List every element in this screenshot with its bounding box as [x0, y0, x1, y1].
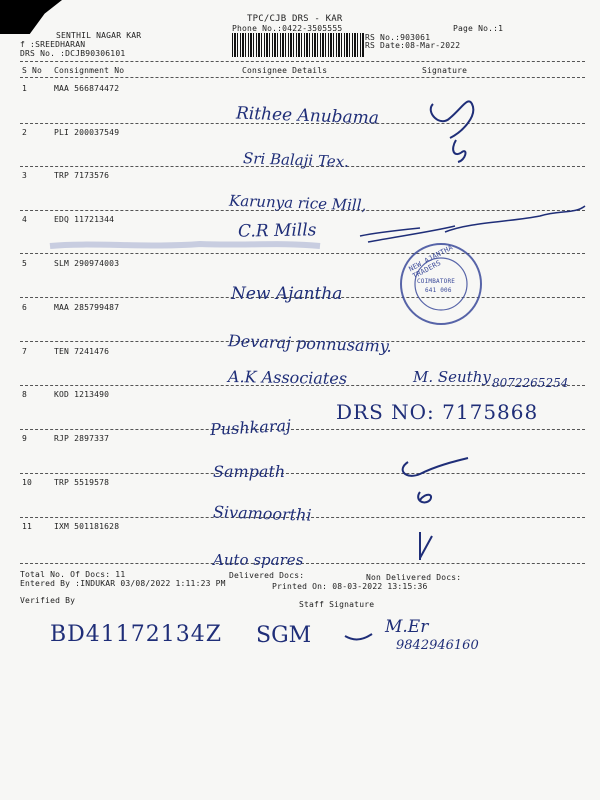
row-8-sno: 8 — [22, 390, 28, 399]
staff-name: SREEDHARAN — [35, 40, 86, 49]
row-2-consignment: PLI 200037549 — [54, 128, 120, 137]
bottom-signature-text: M.Er — [385, 617, 429, 637]
total-docs: Total No. Of Docs: 11 — [20, 570, 126, 579]
doc-title: TPC/CJB DRS - KAR — [247, 14, 343, 24]
row-9-sno: 9 — [22, 434, 28, 443]
drs-label-partial: DRS No. : — [20, 49, 66, 58]
bottom-phone: 9842946160 — [396, 638, 479, 653]
verified-by: Verified By — [20, 596, 76, 605]
entered-by: Entered By :INDUKAR 03/08/2022 1:11:23 PM — [20, 579, 226, 588]
staff-label-partial: f : — [20, 40, 36, 49]
col-sno: S No — [22, 66, 43, 75]
row-7-signature-text: M. Seuthy — [413, 368, 491, 386]
row-7-sno: 7 — [22, 347, 28, 356]
printed-on: Printed On: 08-03-2022 13:15:36 — [272, 582, 428, 591]
row-1-consignment: MAA 566874472 — [54, 84, 120, 93]
drs-number: DCJB90306101 — [65, 49, 126, 58]
drs-number-handwritten: DRS NO: 7175868 — [336, 400, 539, 424]
staff-signature-label: Staff Signature — [299, 600, 375, 609]
row-5-sno: 5 — [22, 259, 28, 268]
row-6-sno: 6 — [22, 303, 28, 312]
row-2-sno: 2 — [22, 128, 28, 137]
stamp-city: COIMBATORE — [417, 278, 456, 285]
row-3-sno: 3 — [22, 171, 28, 180]
delivered-docs: Delivered Docs: — [229, 571, 305, 580]
consignee-11: Auto spares — [213, 551, 304, 569]
consignee-2: Sri Balaji Tex. — [242, 149, 350, 171]
rs-number: RS No.:903061 — [365, 33, 431, 42]
row-11-consignment: IXM 501181628 — [54, 522, 120, 531]
consignee-6: Devaraj ponnusamy. — [227, 331, 393, 356]
company-stamp — [401, 244, 481, 324]
consignee-3: Karunya rice Mill, — [228, 191, 367, 215]
row-8-consignment: KOD 1213490 — [54, 390, 110, 399]
row-7-phone: 8072265254 — [492, 376, 569, 390]
row-4-consignment: EDQ 11721344 — [54, 215, 115, 224]
row-11-sno: 11 — [22, 522, 33, 531]
row-7-consignment: TEN 7241476 — [54, 347, 110, 356]
row-5-consignment: SLM 290974003 — [54, 259, 120, 268]
page-number: Page No.:1 — [453, 24, 504, 33]
row-1-sno: 1 — [22, 84, 28, 93]
consignee-4: C.R Mills — [237, 220, 317, 242]
col-consignee: Consignee Details — [242, 66, 328, 75]
row-10-sno: 10 — [22, 478, 33, 487]
row-4-sno: 4 — [22, 215, 28, 224]
row-9-consignment: RJP 2897337 — [54, 434, 110, 443]
non-delivered-docs: Non Delivered Docs: — [366, 573, 462, 582]
consignee-9: Sampath — [213, 462, 286, 481]
consignee-5: New Ajantha — [231, 284, 343, 304]
bottom-initials: SGM — [256, 623, 312, 648]
col-signature: Signature — [422, 66, 468, 75]
branch-name: SENTHIL NAGAR KAR — [56, 31, 142, 40]
consignee-8: Pushkaraj — [209, 415, 292, 440]
rs-date: RS Date:08-Mar-2022 — [365, 41, 461, 50]
consignee-7: A.K Associates — [227, 366, 348, 389]
row-6-consignment: MAA 285799487 — [54, 303, 120, 312]
row-3-consignment: TRP 7173576 — [54, 171, 110, 180]
stamp-pin: 641 006 — [425, 287, 452, 294]
consignee-1: Rithee Anubama — [235, 103, 380, 129]
stamp-ring-text: NEW AJANTHA TRADERS — [407, 243, 455, 281]
phone-number: Phone No.:0422-3505555 — [232, 24, 343, 33]
row-10-consignment: TRP 5519578 — [54, 478, 110, 487]
col-consignment: Consignment No — [54, 66, 125, 75]
consignee-10: Sivamoorthi — [212, 502, 312, 525]
bottom-reference: BD41172134Z — [50, 622, 223, 647]
